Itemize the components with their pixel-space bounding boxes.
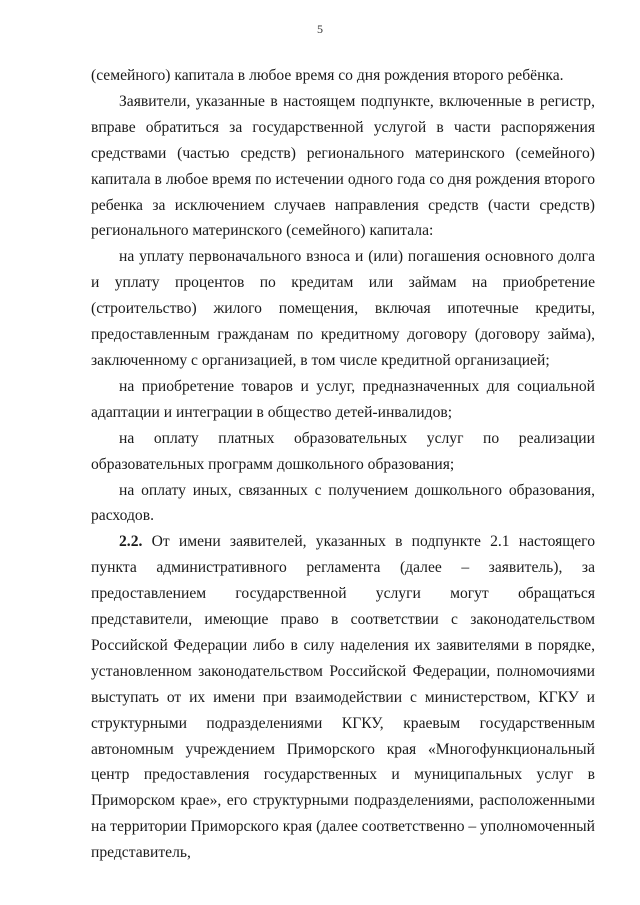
- paragraph-2-2: [91, 529, 595, 866]
- paragraph-disabled-children: на приобретение товаров и услуг, предназначенных для социальной адаптации и интеграции в общество детей-инвалидов;: [91, 377, 595, 421]
- paragraph-mortgage: на уплату первоначального взноса и (или) погашения основного долга и уплату процентов по кредитам или займам на приобретение (строительство) жилого помещения, включая ипотечные кредиты, предоставленным гражданам по кредитному договору (договору займа), заключенному с организацией, в том числе кредитной организацией;: [91, 248, 595, 369]
- document-body: [91, 63, 595, 866]
- paragraph-paid-education: на оплату платных образовательных услуг по реализации образовательных программ дошкольного образования;: [91, 429, 595, 473]
- paragraph-applicants: Заявители, указанные в настоящем подпункте, включенные в регистр, вправе обратиться за государственной услугой в части распоряжения средствами (частью средств) регионального материнского (семейного) капитала в любое время по истечении одного года со дня рождения второго ребенка за исключением случаев направления средств (части средств) регионального материнского (семейного) капитала:: [91, 92, 595, 240]
- page-number: 5: [317, 22, 323, 36]
- paragraph-continuation: (семейного) капитала в любое время со дня рождения второго ребёнка.: [91, 67, 564, 84]
- paragraph-other-expenses: на оплату иных, связанных с получением дошкольного образования, расходов.: [91, 481, 595, 525]
- paragraph-2-2-text: От имени заявителей, указанных в подпункте 2.1 настоящего пункта административного регламента (далее – заявитель), за предоставлением государственной услуги могут обращаться представители, имеющие право в соответствии с законодательством Российской Федерации либо в силу наделения их заявителями в порядке, установленном законодательством Российской Федерации, полномочиями выступать от их имени при взаимодействии с министерством, КГКУ и структурными подразделениями КГКУ, краевым государственным автономным учреждением Приморского края «Многофункциональный центр предоставления государственных и муниципальных услуг в Приморском крае», его структурными подразделениями, расположенными на территории Приморского края (далее соответственно – уполномоченный представитель,: [91, 533, 596, 862]
- section-number: 2.2.: [119, 533, 143, 551]
